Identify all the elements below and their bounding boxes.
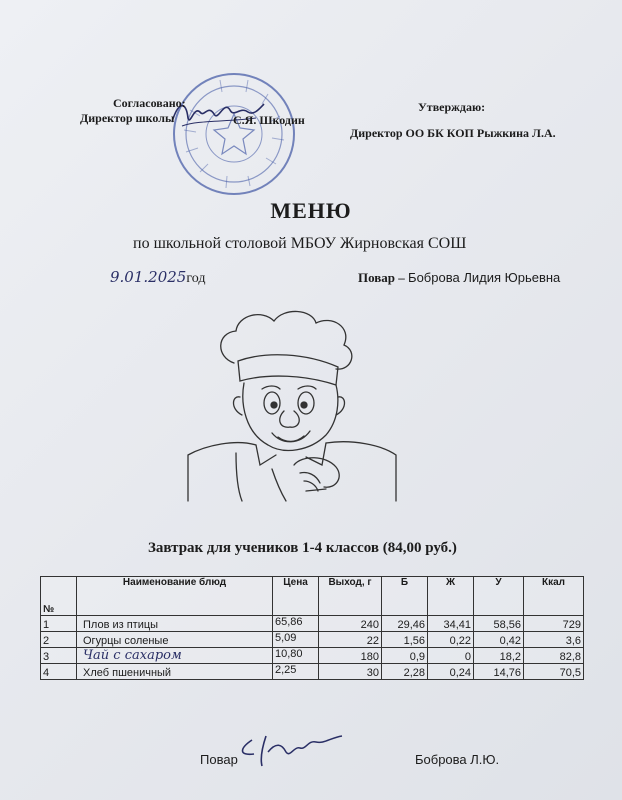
cell-u: 0,42 — [474, 632, 524, 648]
cell-zh: 0,22 — [428, 632, 474, 648]
cell-yield: 22 — [319, 632, 382, 648]
cell-b: 1,56 — [382, 632, 428, 648]
footer-cook-name: Боброва Л.Ю. — [415, 752, 500, 767]
col-price: Цена — [273, 577, 319, 616]
cell-kcal: 729 — [524, 616, 584, 632]
chef-illustration — [176, 305, 406, 505]
agreed-role: Директор школы — [80, 111, 175, 125]
table-row — [41, 648, 584, 664]
cell-num: 3 — [41, 648, 77, 664]
cell-u: 18,2 — [474, 648, 524, 664]
cell-b: 29,46 — [382, 616, 428, 632]
date-line — [110, 268, 205, 287]
cook-name: Боброва Лидия Юрьевна — [408, 270, 561, 285]
cell-yield: 240 — [319, 616, 382, 632]
cell-name: Плов из птицы — [77, 616, 273, 632]
agreed-name: С.Я. Шкодин — [233, 113, 305, 127]
cell-kcal: 70,5 — [524, 664, 584, 680]
cell-num: 4 — [41, 664, 77, 680]
cell-u: 58,56 — [474, 616, 524, 632]
cell-kcal: 82,8 — [524, 648, 584, 664]
page-title: МЕНЮ — [270, 198, 352, 223]
cell-name-handwritten: Чай с сахаром — [77, 648, 273, 664]
cell-name: Хлеб пшеничный — [77, 664, 273, 680]
col-u: У — [474, 577, 524, 616]
handwritten-date: 9.01.2025 — [110, 268, 187, 286]
cell-u: 14,76 — [474, 664, 524, 680]
table-header-row — [41, 577, 584, 616]
cook-label: Повар – — [358, 270, 405, 285]
col-b: Б — [382, 577, 428, 616]
approve-role: Директор ОО БК КОП Рыжкина Л.А. — [350, 126, 556, 140]
meal-title: Завтрак для учеников 1-4 классов (84,00 руб.) — [148, 540, 457, 556]
cell-kcal: 3,6 — [524, 632, 584, 648]
approve-label: Утверждаю: — [418, 100, 486, 114]
col-yield: Выход, г — [319, 577, 382, 616]
col-name: Наименование блюд — [77, 577, 273, 616]
cell-price: 5,09 — [273, 632, 319, 648]
cell-price: 65,86 — [273, 616, 319, 632]
cell-zh: 0 — [428, 648, 474, 664]
cell-zh: 34,41 — [428, 616, 474, 632]
cell-yield: 30 — [319, 664, 382, 680]
table-row — [41, 616, 584, 632]
cell-b: 0,9 — [382, 648, 428, 664]
cell-yield: 180 — [319, 648, 382, 664]
col-zh: Ж — [428, 577, 474, 616]
cell-b: 2,28 — [382, 664, 428, 680]
col-kcal: Ккал — [524, 577, 584, 616]
footer-cook-label: Повар — [200, 752, 238, 767]
table-row — [41, 664, 584, 680]
cell-num: 2 — [41, 632, 77, 648]
cook-line — [358, 270, 560, 286]
cell-name: Огурцы соленые — [77, 632, 273, 648]
page-subtitle: по школьной столовой МБОУ Жирновская СОШ — [133, 235, 467, 252]
col-num: № — [41, 577, 77, 616]
agreed-label: Согласовано: — [113, 96, 186, 110]
date-suffix: год — [186, 271, 206, 286]
cell-price: 10,80 — [273, 648, 319, 664]
menu-table — [40, 576, 584, 680]
cell-num: 1 — [41, 616, 77, 632]
cell-zh: 0,24 — [428, 664, 474, 680]
table-row — [41, 632, 584, 648]
cook-signature-icon — [232, 730, 347, 770]
cell-price: 2,25 — [273, 664, 319, 680]
